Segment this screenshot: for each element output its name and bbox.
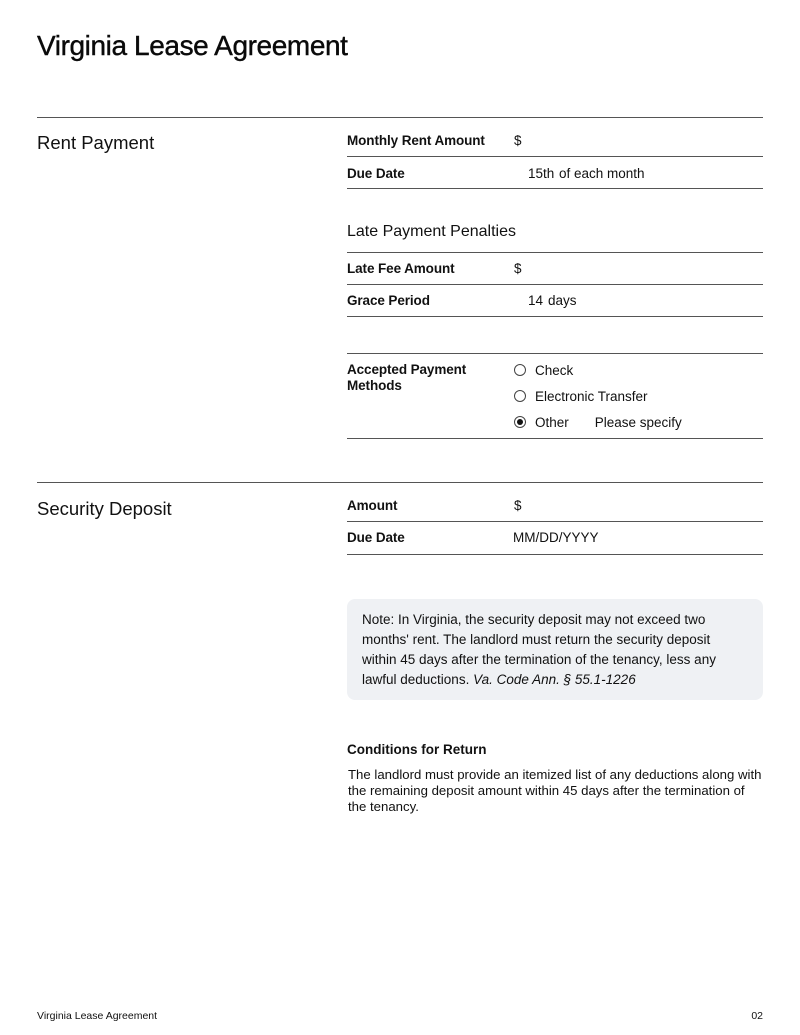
radio-label: Electronic Transfer xyxy=(535,388,648,404)
field-row-late-fee xyxy=(347,252,763,285)
field-row-deposit-amount xyxy=(347,489,763,522)
page-title: Virginia Lease Agreement xyxy=(37,30,348,61)
late-payment-penalties-heading: Late Payment Penalties xyxy=(347,223,516,240)
radio-dot-icon xyxy=(517,419,523,425)
field-row-deposit-due-date xyxy=(347,522,763,555)
field-row-due-date xyxy=(347,157,763,189)
field-label: Late Fee Amount xyxy=(347,261,455,276)
field-label: Due Date xyxy=(347,530,405,545)
note-citation: Va. Code Ann. § 55.1-1226 xyxy=(473,672,636,687)
payment-methods-label-line2: Methods xyxy=(347,378,402,393)
section-divider xyxy=(37,117,763,118)
radio-label: Check xyxy=(535,362,574,378)
field-label: Grace Period xyxy=(347,293,430,308)
legal-note-box xyxy=(347,599,763,700)
other-specify-input[interactable]: Please specify xyxy=(594,414,682,430)
field-label: Monthly Rent Amount xyxy=(347,133,485,148)
radio-unselected-icon[interactable] xyxy=(514,390,526,402)
monthly-rent-input[interactable]: $ xyxy=(514,133,522,148)
radio-unselected-icon[interactable] xyxy=(514,364,526,376)
radio-option-electronic-transfer[interactable] xyxy=(514,387,648,405)
section-heading-security-deposit: Security Deposit xyxy=(37,498,172,519)
field-label: Amount xyxy=(347,498,398,513)
late-fee-input[interactable]: $ xyxy=(514,261,522,276)
deposit-due-date-input[interactable]: MM/DD/YYYY xyxy=(513,530,599,545)
conditions-for-return-text: The landlord must provide an itemized list of any deductions along with the remaining deposit amount within 45 days after the termination of the tenancy. xyxy=(348,767,762,814)
field-label xyxy=(347,362,466,394)
section-heading-rent-payment: Rent Payment xyxy=(37,132,155,153)
radio-option-other[interactable] xyxy=(514,413,682,431)
field-row-grace-period xyxy=(347,285,763,317)
footer-title: Virginia Lease Agreement xyxy=(37,1010,158,1022)
radio-option-check[interactable] xyxy=(514,361,573,379)
conditions-for-return-heading: Conditions for Return xyxy=(347,742,487,757)
footer-page-number: 02 xyxy=(751,1010,763,1022)
field-row-monthly-rent xyxy=(347,124,763,157)
grace-period-suffix: days xyxy=(548,293,577,308)
note-text: Note: In Virginia, the security deposit may not exceed two months' rent. The landlord must return the security deposit within 45 days after the termination of the tenancy, less any lawful deductions. xyxy=(362,612,716,687)
grace-period-input[interactable]: 14 xyxy=(528,293,544,308)
deposit-amount-input[interactable]: $ xyxy=(514,498,522,513)
radio-label: Other xyxy=(535,414,569,430)
payment-methods-label-line1: Accepted Payment xyxy=(347,362,467,377)
due-date-day-input[interactable]: 15th xyxy=(528,166,555,181)
radio-selected-icon[interactable] xyxy=(514,416,526,428)
due-date-suffix: of each month xyxy=(559,166,645,181)
section-divider xyxy=(37,482,763,483)
field-label: Due Date xyxy=(347,166,405,181)
